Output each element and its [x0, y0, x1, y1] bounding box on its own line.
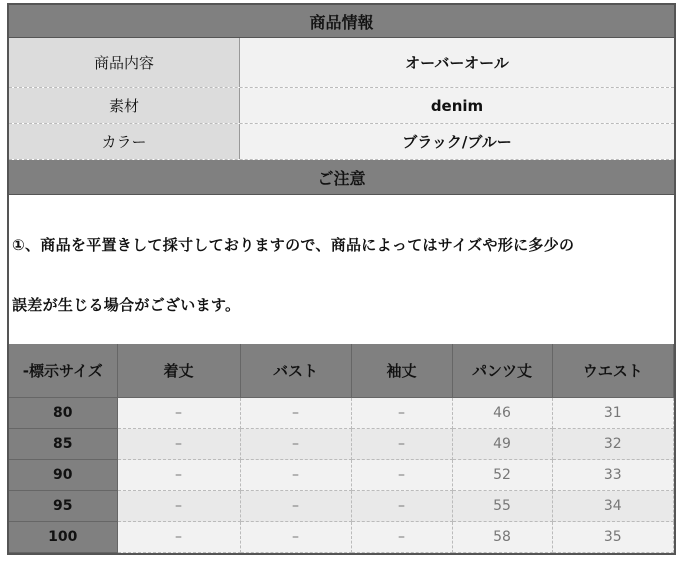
- table-cell: 58: [452, 522, 552, 553]
- table-cell: –: [240, 398, 351, 429]
- table-row: [9, 429, 674, 460]
- table-cell: –: [117, 460, 240, 491]
- product-row-color: [9, 124, 674, 160]
- product-row-material: [9, 88, 674, 124]
- table-cell: –: [351, 522, 452, 553]
- size-header-cell: 着丈: [117, 344, 240, 398]
- notice-title-bar: [9, 160, 674, 195]
- table-cell: –: [240, 429, 351, 460]
- table-cell: –: [117, 522, 240, 553]
- size-header-cell: ウエスト: [552, 344, 674, 398]
- product-row-value: ブラック/ブルー: [240, 124, 674, 159]
- table-row: [9, 460, 674, 491]
- product-info-title: 商品情報: [309, 12, 374, 32]
- notice-line: 誤差が生じる場合がございます。: [12, 296, 241, 314]
- table-cell: –: [351, 491, 452, 522]
- size-table-header-row: [9, 344, 674, 398]
- notice-text: [12, 195, 674, 341]
- table-cell: 33: [552, 460, 674, 491]
- table-cell: 46: [452, 398, 552, 429]
- product-row-label: 素材: [9, 88, 240, 123]
- size-cell: 80: [9, 398, 117, 429]
- table-cell: –: [240, 522, 351, 553]
- product-row-label: カラー: [9, 124, 240, 159]
- product-row-label: 商品内容: [9, 38, 240, 87]
- table-cell: 55: [452, 491, 552, 522]
- product-row-value: denim: [240, 88, 674, 123]
- size-cell: 100: [9, 522, 117, 553]
- size-header-cell: 袖丈: [351, 344, 452, 398]
- product-row-content: [9, 38, 674, 88]
- table-cell: –: [117, 429, 240, 460]
- product-info-title-bar: [9, 5, 674, 38]
- table-cell: –: [240, 460, 351, 491]
- table-cell: –: [351, 429, 452, 460]
- product-info-frame: [7, 3, 676, 555]
- table-cell: –: [240, 491, 351, 522]
- table-cell: 31: [552, 398, 674, 429]
- product-row-value: オーバーオール: [240, 38, 674, 87]
- table-cell: –: [117, 398, 240, 429]
- table-cell: –: [117, 491, 240, 522]
- notice-title: ご注意: [317, 168, 366, 188]
- size-header-cell: バスト: [240, 344, 351, 398]
- table-cell: 34: [552, 491, 674, 522]
- table-cell: 32: [552, 429, 674, 460]
- table-cell: 52: [452, 460, 552, 491]
- notice-line: ①、商品を平置きして採寸しておりますので、商品によってはサイズや形に多少の: [12, 236, 575, 254]
- table-row: [9, 491, 674, 522]
- table-cell: 35: [552, 522, 674, 553]
- table-row: [9, 522, 674, 553]
- table-cell: 49: [452, 429, 552, 460]
- table-cell: –: [351, 398, 452, 429]
- size-cell: 85: [9, 429, 117, 460]
- size-cell: 95: [9, 491, 117, 522]
- size-header-cell: パンツ丈: [452, 344, 552, 398]
- size-header-cell: -標示サイズ: [9, 344, 117, 398]
- size-cell: 90: [9, 460, 117, 491]
- size-table: [9, 344, 674, 553]
- table-cell: –: [351, 460, 452, 491]
- table-row: [9, 398, 674, 429]
